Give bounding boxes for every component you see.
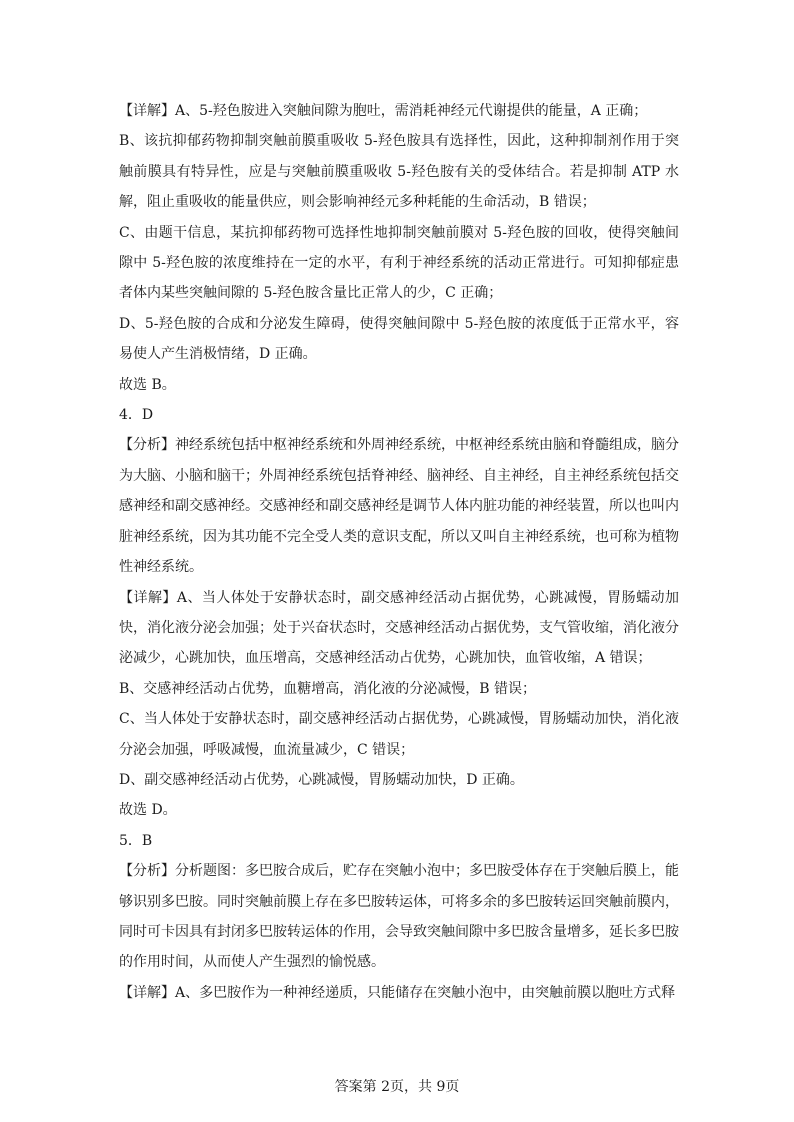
detail-paragraph: 【详解】A、5-羟色胺进入突触间隙为胞吐，需消耗神经元代谢提供的能量，A 正确； xyxy=(119,103,648,119)
answer-choice: 故选 D。 xyxy=(119,802,177,819)
answer-choice: 故选 B。 xyxy=(119,376,176,393)
option-c-paragraph: C、由题干信息，某抗抑郁药物可选择性地抑制突触前膜对 5-羟色胺的回收，使得突触间隙中 5-羟色胺的浓度维持在一定的水平，有利于神经系统的活动正常进行。可知抑郁症患者体内某些突触间隙的 5-羟色胺含量比正常人的少，C 正确； xyxy=(119,224,679,302)
option-c-paragraph: C、当人体处于安静状态时，副交感神经活动占据优势，心跳减慢，胃肠蠕动加快，消化液分泌会加强，呼吸减慢，血流量减少，C 错误； xyxy=(119,711,679,758)
option-b-paragraph: B、交感神经活动占优势，血糖增高，消化液的分泌减慢，B 错误； xyxy=(119,680,537,697)
detail-paragraph: 【详解】A、当人体处于安静状态时，副交感神经活动占据优势，心跳减慢，胃肠蠕动加快，消化液分泌会加强；处于兴奋状态时，交感神经活动占据优势，支气管收缩，消化液分泌减少，心跳加快，血压增高，交感神经活动占优势，心跳加快，血管收缩，A 错误； xyxy=(119,589,679,667)
analysis-paragraph: 【分析】分析题图：多巴胺合成后，贮存在突触小泡中；多巴胺受体存在于突触后膜上，能够识别多巴胺。同时突触前膜上存在多巴胺转运体，可将多余的多巴胺转运回突触前膜内，同时可卡因具有封闭多巴胺转运体的作用，会导致突触间隙中多巴胺含量增多，延长多巴胺的作用时间，从而使人产生强烈的愉悦感。 xyxy=(119,863,679,971)
question-number-answer: 4．D xyxy=(119,407,154,424)
option-b-paragraph: B、该抗抑郁药物抑制突触前膜重吸收 5-羟色胺具有选择性，因此，这种抑制剂作用于突触前膜具有特异性，应是与突触前膜重吸收 5-羟色胺有关的受体结合。若是抑制 ATP 水解，阻止重吸收的能量供应，则会影响神经元多种耗能的生命活动，B 错误； xyxy=(119,133,679,211)
analysis-paragraph: 【分析】神经系统包括中枢神经系统和外周神经系统，中枢神经系统由脑和脊髓组成，脑分为大脑、小脑和脑干；外周神经系统包括脊神经、脑神经、自主神经，自主神经系统包括交感神经和副交感神经。交感神经和副交感神经是调节人体内脏功能的神经装置，所以也叫内脏神经系统，因为其功能不完全受人类的意识支配，所以又叫自主神经系统，也可称为植物性神经系统。 xyxy=(119,437,679,576)
option-d-paragraph: D、副交感神经活动占优势，心跳减慢，胃肠蠕动加快，D 正确。 xyxy=(119,771,524,788)
page-footer: 答案第 2页，共 9页 xyxy=(334,1079,460,1095)
question-number-answer: 5．B xyxy=(119,832,153,849)
detail-paragraph: 【详解】A、多巴胺作为一种神经递质，只能储存在突触小泡中，由突触前膜以胞吐方式释 xyxy=(119,984,676,1001)
answer-page-body xyxy=(119,96,679,1008)
option-d-paragraph: D、5-羟色胺的合成和分泌发生障碍，使得突触间隙中 5-羟色胺的浓度低于正常水平，容易使人产生消极情绪，D 正确。 xyxy=(119,315,679,363)
